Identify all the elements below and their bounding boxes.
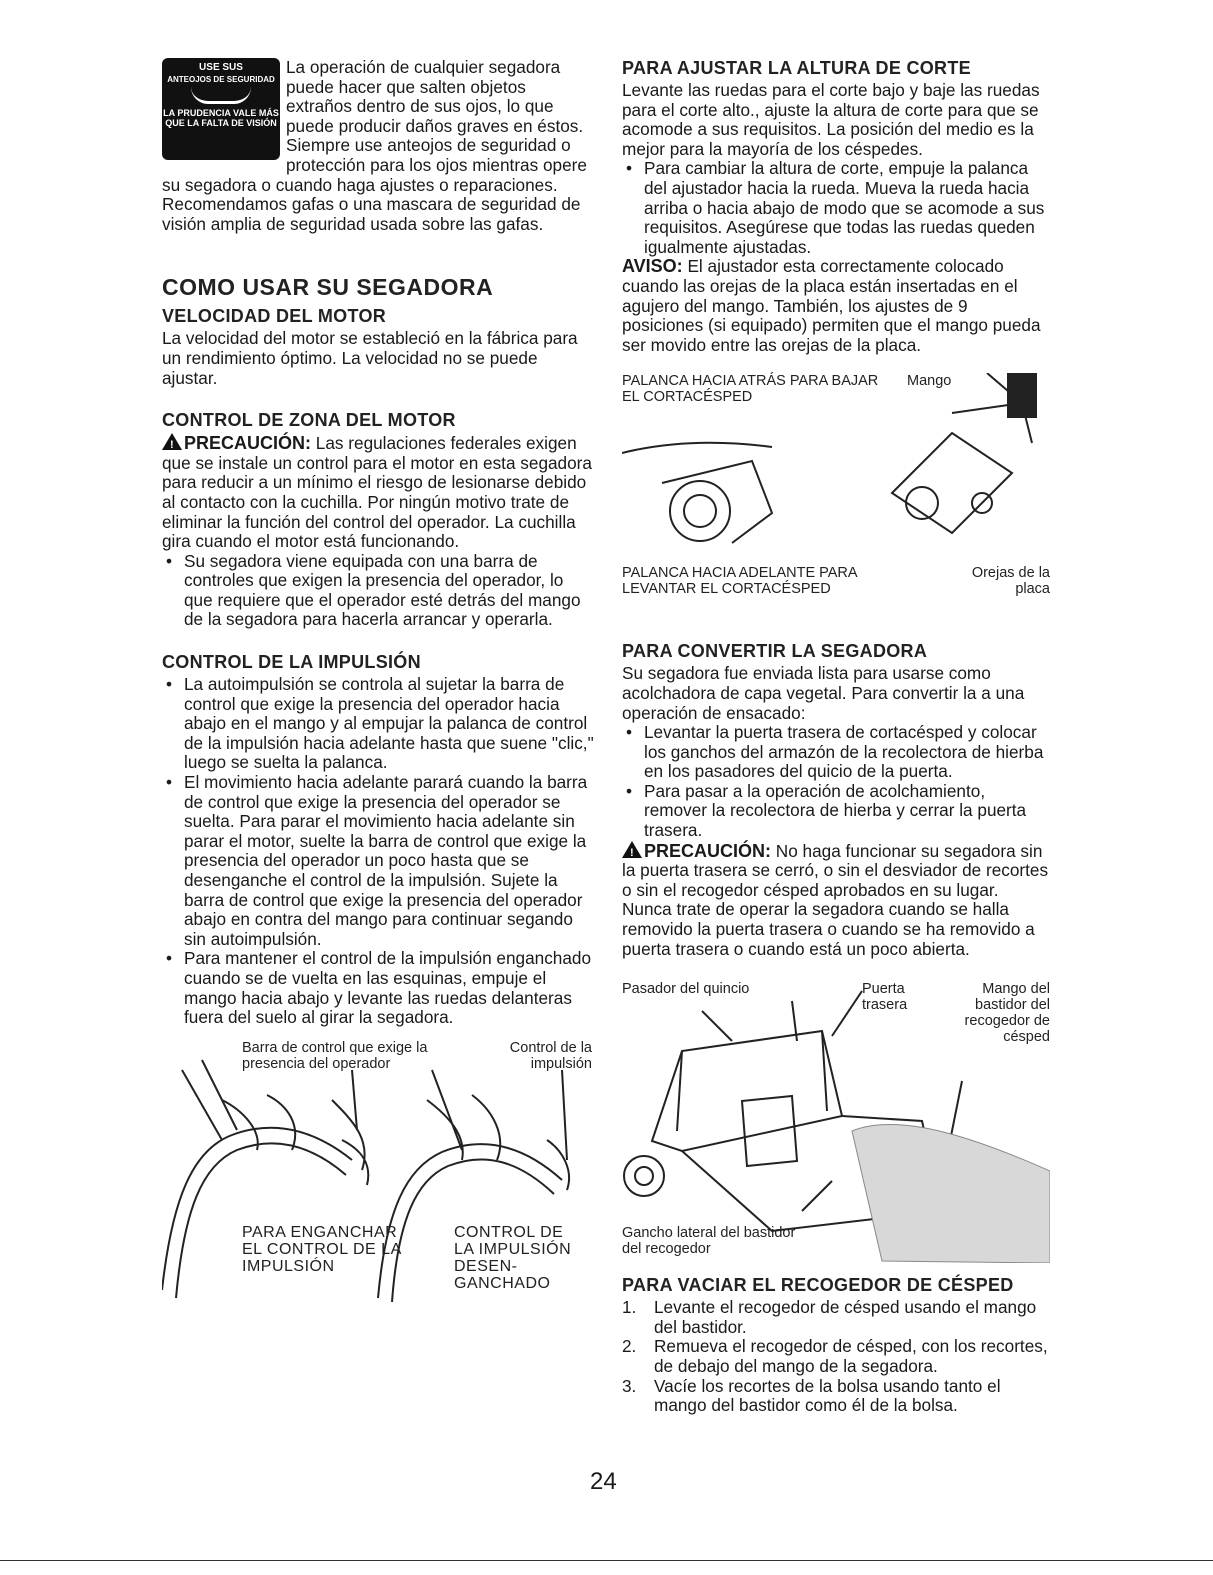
fig-caption-mango-bastidor: Mango del bastidor del recogedor de césped [964,981,1050,1046]
step-text: Levante el recogedor de césped usando el mango del bastidor. [654,1297,1037,1337]
convertir-list [622,723,1050,841]
precaucion-text: Las regulaciones federales exigen que se instale un control para el motor en esta segadora para reducir a un mínimo el riesgo de lesionarse debido al contacto con la cuchilla. Por ningún motivo trate de eliminar la función del control del operador. La cuchilla gira cuando el motor está funcionando. [162,433,592,552]
page-number: 24 [590,1468,617,1495]
list-item [622,1298,1050,1337]
precaucion-paragraph [622,841,1050,960]
warning-icon [622,841,642,858]
velocidad-text: La velocidad del motor se estableció en la fábrica para un rendimiento óptimo. La velocidad no se puede ajustar. [162,328,578,388]
grass-catcher-figure [622,981,1050,1263]
precaucion-label: PRECAUCIÓN: [644,840,772,861]
fig-caption-palanca-adelante: PALANCA HACIA ADELANTE PARA LEVANTAR EL CORTACÉSPED [622,565,857,598]
fig-caption-control: Control de la impulsión [509,1039,592,1072]
step-number: 1. [622,1297,637,1318]
fig-caption-palanca-atras: PALANCA HACIA ATRÁS PARA BAJAR EL CORTACÉSPED [622,373,879,406]
list-item: • La autoimpulsión se controla al sujetar la barra de control que exige la presencia del operador hacia abajo en el mango y al empujar la palanca de control de la impulsión hacia adelante hasta que suene "clic," luego se suelta la palanca. [162,675,594,773]
heading-velocidad: VELOCIDAD DEL MOTOR [162,306,387,327]
precaucion-text: No haga funcionar su segadora sin la puerta trasera se cerró, o sin el desviador de recortes o sin el recogedor césped aprobados en su lugar. Nunca trate de operar la segadora cuando se halla removido la puerta trasera o cuando se ha removido a puerta trasera o cuando está un poco abierta. [622,840,1049,959]
step-text: Remueva el recogedor de césped, con los recortes, de debajo del mango de la segadora. [654,1336,1048,1376]
safety-intro: La operación de cualquier segadora puede hacer que salten objetos extraños dentro de sus ojos, lo que puede producir daños graves en éstos. Siempre use anteojos de seguridad o protección para los ojos mientras opere su segadora o cuando haga ajustes o reparaciones. Recomendamos gafas o una mascara de seguridad de visión amplia de seguridad usada sobre las gafas. [162,57,587,234]
fig-caption-orejas: Orejas de la placa [971,565,1050,598]
fig-caption-barra: Barra de control que exige la presencia del operador [242,1039,428,1072]
step-text: Vacíe los recortes de la bolsa usando tanto el mango del bastidor como él de la bolsa. [654,1375,1001,1416]
fig-caption-pasador: Pasador del quincio [622,981,750,998]
vaciar-steps [622,1298,1050,1416]
eye-icon [191,87,251,104]
list-item [622,1337,1050,1376]
step-number: 2. [622,1336,637,1357]
list-item: • Para cambiar la altura de corte, empuje la palanca del ajustador hacia la rueda. Mueva la rueda hacia arriba o hacia abajo de modo que se acomode a sus requisitos. Asegúrese que todas las ruedas queden igualmente ajustadas. [622,159,1050,257]
list-item: • El movimiento hacia adelante parará cuando la barra de control que exige la presencia del operador se suelta. Para parar el movimiento hacia adelante sin parar el motor, suelte la barra de control que exige la presencia del operador un poco hasta que se desenganche el control de la impulsión. Sujete la barra de control que exige la presencia del operador abajo en contra del mango para continuar segando sin autoimpulsión. [162,773,594,949]
aviso-label: AVISO: [622,256,683,277]
heading-control-zona: CONTROL DE ZONA DEL MOTOR [162,410,456,431]
fig-caption-desenganchado: CONTROL DE LA IMPULSIÓN DESEN- GANCHADO [454,1223,572,1292]
right-column [622,58,1050,1416]
control-zona-text [162,433,594,552]
precaucion-label: PRECAUCIÓN: [184,433,312,454]
footer-rule [0,1560,1213,1561]
step-number: 3. [622,1375,637,1396]
control-impulsion-list [162,675,594,1028]
convertir-text: Su segadora fue enviada lista para usarse como acolchadora de capa vegetal. Para convertir la a una operación de ensacado: [622,663,1025,723]
heading-vaciar: PARA VACIAR EL RECOGEDOR DE CÉSPED [622,1275,1014,1296]
heading-convertir: PARA CONVERTIR LA SEGADORA [622,641,928,662]
fig-caption-enganchar: PARA ENGANCHAR EL CONTROL DE LA IMPULSIÓN [242,1223,401,1275]
badge-line3: LA PRUDENCIA VALE MÁS QUE LA FALTA DE VISIÓN [163,108,279,128]
left-column [162,58,594,1302]
fig-caption-puerta: Puerta trasera [862,981,908,1014]
control-zona-list [162,552,594,630]
handle-control-figure [162,1040,594,1302]
altura-corte-list [622,159,1050,257]
heading-como-usar: COMO USAR SU SEGADORA [162,274,494,301]
heading-control-impulsion: CONTROL DE LA IMPULSIÓN [162,652,421,673]
list-item [622,1377,1050,1416]
list-item: • Levantar la puerta trasera de cortacésped y colocar los ganchos del armazón de la recolectora de hierba en los pasadores del quicio de la puerta. [622,723,1050,782]
badge-line2: ANTEOJOS DE SEGURIDAD [167,75,275,84]
warning-icon [162,433,182,450]
list-item: • Para mantener el control de la impulsión enganchado cuando se de vuelta en las esquinas, empuje el mango hacia abajo y levante las ruedas delanteras fuera del suelo al girar la segadora. [162,949,594,1027]
list-item: • Su segadora viene equipada con una barra de controles que exigen la presencia del operador, lo que requiere que el operador esté detrás del mango de la segadora para hacerla arrancar y operarla. [162,552,594,630]
altura-corte-text: Levante las ruedas para el corte bajo y baje las ruedas para el corte alto., ajuste la altura de corte para que se acomode a sus requisitos. La posición del medio es la mejor para la mayoría de los céspedes. [622,80,1040,159]
heading-altura-corte: PARA AJUSTAR LA ALTURA DE CORTE [622,58,971,78]
safety-glasses-badge [162,58,280,160]
aviso-paragraph [622,257,1050,355]
fig-caption-gancho: Gancho lateral del bastidor del recogedor [622,1225,796,1258]
height-adjuster-figure [622,373,1050,605]
fig-caption-mango: Mango [907,373,952,390]
aviso-text: El ajustador esta correctamente colocado cuando las orejas de la placa están insertadas en el agujero del mango. También, los ajustes de 9 posiciones (si equipado) permiten que el mango pueda ser movido entre las orejas de la placa. [622,256,1041,355]
list-item: • Para pasar a la operación de acolchamiento, remover la recolectora de hierba y cerrar la puerta trasera. [622,782,1050,841]
badge-line1: USE SUS [199,62,243,73]
